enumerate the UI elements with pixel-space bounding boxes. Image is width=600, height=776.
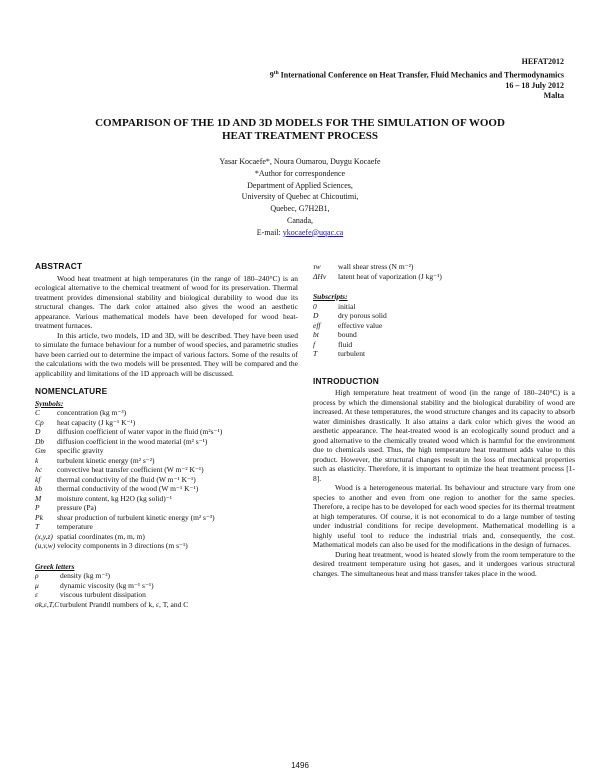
affiliation-city: Quebec, G7H2B1, [270,204,330,214]
symbol: τw [313,262,321,271]
nomenclature-entry [313,330,575,340]
abstract-paragraph: In this article, two models, 1D and 3D, will be described. They have been used to simulate the furnace behaviour for a number of wood species, and parametric studies have been carried out to determine the impact of various factors. Some of the results of the calculations with the two models will be presented. They will be compared and the applicability and limitations of the 1D approach will be discussed. [35,330,298,378]
conference-acronym: HEFAT2012 [521,57,564,66]
nomenclature-entry [35,418,298,428]
symbol: kf [35,474,41,484]
symbol-description: shear production of turbulent kinetic energy (m² s⁻³) [57,512,215,522]
nomenclature-entry [313,272,575,282]
nomenclature-entry [313,302,575,312]
symbol: eff [313,320,321,330]
nomenclature-entry [313,321,575,331]
symbol: Gm [35,446,46,455]
symbol: D [35,427,41,436]
symbol-description: viscous turbulent dissipation [60,590,146,599]
author-names: Yasar Kocaefe*, Noura Oumarou, Duygu Kocaefe [219,157,381,166]
symbol: ε [35,590,38,599]
nomenclature-entry [313,262,575,272]
conference-dates: 16 – 18 July 2012 [505,80,564,90]
symbol-description: thermal conductivity of the wood (W m⁻¹ K⁻¹) [57,484,199,493]
nomenclature-entry [313,349,575,359]
subscripts-label: Subscripts: [313,292,348,301]
symbols-list [35,408,298,551]
email-link[interactable]: ykocaefe@uqac.ca [282,227,344,237]
symbol-description: thermal conductivity of the fluid (W m⁻¹ K⁻¹) [57,474,196,484]
nomenclature-entry [35,590,298,600]
greek-label: Greek letters [35,561,75,571]
symbol: T [313,349,318,358]
symbol-description: pressure (Pa) [57,503,97,512]
nomenclature-entry [35,494,298,504]
symbol-description: dry porous solid [338,311,387,320]
symbol-description: fluid [338,339,353,349]
symbol-description: convective heat transfer coefficient (W m⁻² K⁻¹) [57,465,204,474]
nomenclature-entry [35,600,298,610]
nomenclature-entry [35,522,298,532]
nomenclature-entry [313,340,575,350]
symbol: (u,v,w) [35,541,56,550]
symbol-description: diffusion coefficient of water vapor in the fluid (m²s⁻¹) [57,427,223,436]
symbol: Pk [35,512,43,522]
correspondence-note: *Author for correspondence [254,168,346,178]
nomenclature-entry [35,446,298,456]
symbol-description: initial [338,301,356,311]
symbol: (x,y,z) [35,531,53,541]
symbol-description: spatial coordinates (m, m, m) [57,531,145,541]
symbol-description: concentration (kg m⁻³) [57,408,127,417]
symbol-description: turbulent [338,349,366,358]
abstract-heading: ABSTRACT [35,261,83,271]
nomenclature-entry [35,581,298,591]
nomenclature-entry [35,427,298,437]
symbol: k [35,455,39,465]
nomenclature-entry [35,513,298,523]
symbol: P [35,503,40,512]
symbol-description: bound [338,330,357,339]
symbol: 0 [313,301,317,311]
symbols-label: Symbols: [35,398,64,408]
symbol-description: density (kg m⁻³) [60,571,110,580]
nomenclature-entry [35,408,298,418]
nomenclature-entry [35,456,298,466]
conference-location: Malta [543,91,564,101]
nomenclature-entry [35,571,298,581]
symbol: hc [35,465,43,474]
symbol: Db [35,436,45,446]
left-column [35,262,298,609]
intro-paragraph: During heat treatment, wood is heated slowly from the room temperature to the desired treatment temperature using hot gases, and it undergoes various structural changes. The simultaneous heat and mass transfer takes place in the wood. [313,549,575,578]
symbol-description: turbulent Prandtl numbers of k, ε, T, and C [60,599,189,609]
nomenclature-entry [35,465,298,475]
symbol: f [313,339,316,349]
conference-header [270,57,564,102]
nomenclature-heading: NOMENCLATURE [35,386,108,396]
symbol: C [35,408,41,417]
nomenclature-entry [35,437,298,447]
intro-paragraph: High temperature heat treatment of wood (in the range of 180–240°C) is a process by which the dimensional stability and the biological durability of wood are increased. At these temperatures, the wood structure changes and its capacity to absorb water diminishes drastically. It also attains a dark color which gives the wood an aesthetic appearance. The heat-treated wood is an ecologically sound product and a good alternative to the chemically treated wood which is harmful for the environment due to chemicals used. Thus, the high temperature heat treatment adds value to this product. However, the structural changes result in the loss of mechanical properties such as elasticity. Therefore, it is important to optimize the heat treatment process [1-8]. [313,388,575,483]
nomenclature-entry [35,541,298,551]
affiliation-dept: Department of Applied Sciences, [247,180,353,190]
paper-title: COMPARISON OF THE 1D AND 3D MODELS FOR THE SIMULATION OF WOOD HEAT TREATMENT PROCESS [95,117,505,142]
author-block [140,156,460,239]
nomenclature-entry [35,475,298,485]
symbol: kb [35,484,43,493]
symbol-description: effective value [338,320,383,330]
page-number: 1496 [291,761,309,770]
symbol-description: dynamic viscosity (kg m⁻¹ s⁻¹) [60,580,154,590]
nomenclature-entry [313,311,575,321]
conference-name: 9th International Conference on Heat Transfer, Fluid Mechanics and Thermodynamics [269,69,564,80]
subscripts-list [313,302,575,359]
symbol-description: diffusion coefficient in the wood material (m² s⁻¹) [57,436,208,446]
affiliation-univ: University of Quebec at Chicoutimi, [241,192,359,202]
nomenclature-entry [35,484,298,494]
symbol: ΔHv [313,271,327,281]
intro-paragraph: Wood is a heterogeneous material. Its behaviour and structure vary from one species to another and even from one region to another for the same species. Therefore, a recipe has to be developed for each wood species for its thermal treatment at high temperatures. Of course, it is not economical to do a large number of testing under industrial conditions for recipe development. Mathematical modelling is a highly useful tool to reduce the industrial trials and, consequently, the cost. Mathematical models can also be used for the modifications in the design of furnaces. [313,483,575,549]
symbol-description: moisture content, kg H2O (kg solid)⁻¹ [57,493,172,503]
greek-list-continued [313,262,575,281]
nomenclature-entry [35,532,298,542]
abstract-paragraph: Wood heat treatment at high temperatures (in the range of 180–240°C) is an ecological alternative to the chemical treatment of wood for its preservation. Thermal treatment provides dimensional stability and biological durability to wood due its structural changes. The dark color attained also gives the wood an aesthetic appearance. Various mathematical models have been developed for wood heat-treatment furnaces. [35,273,298,330]
symbol: D [313,311,319,320]
symbol-description: wall shear stress (N m⁻²) [338,262,414,271]
affiliation-country: Canada, [287,215,313,225]
introduction-heading: INTRODUCTION [313,375,380,386]
symbol: σk,ε,T,C [35,599,60,609]
nomenclature-entry [35,503,298,513]
symbol-description: velocity components in 3 directions (m s⁻¹) [57,541,188,550]
symbol-description: turbulent kinetic energy (m² s⁻²) [57,455,155,465]
right-column [313,262,575,578]
symbol-description: latent heat of vaporization (J kg⁻¹) [338,271,442,281]
greek-list [35,571,298,609]
symbol-description: heat capacity (J kg⁻¹ K⁻¹) [57,417,136,427]
symbol: μ [35,580,39,590]
symbol-description: temperature [57,522,93,531]
symbol: ρ [35,571,39,580]
symbol: T [35,522,40,531]
email-line: E-mail: ykocaefe@uqac.ca [256,227,344,237]
symbol: M [35,493,42,503]
symbol-description: specific gravity [57,446,104,455]
symbol: Cp [35,417,44,427]
symbol: bt [313,330,319,339]
